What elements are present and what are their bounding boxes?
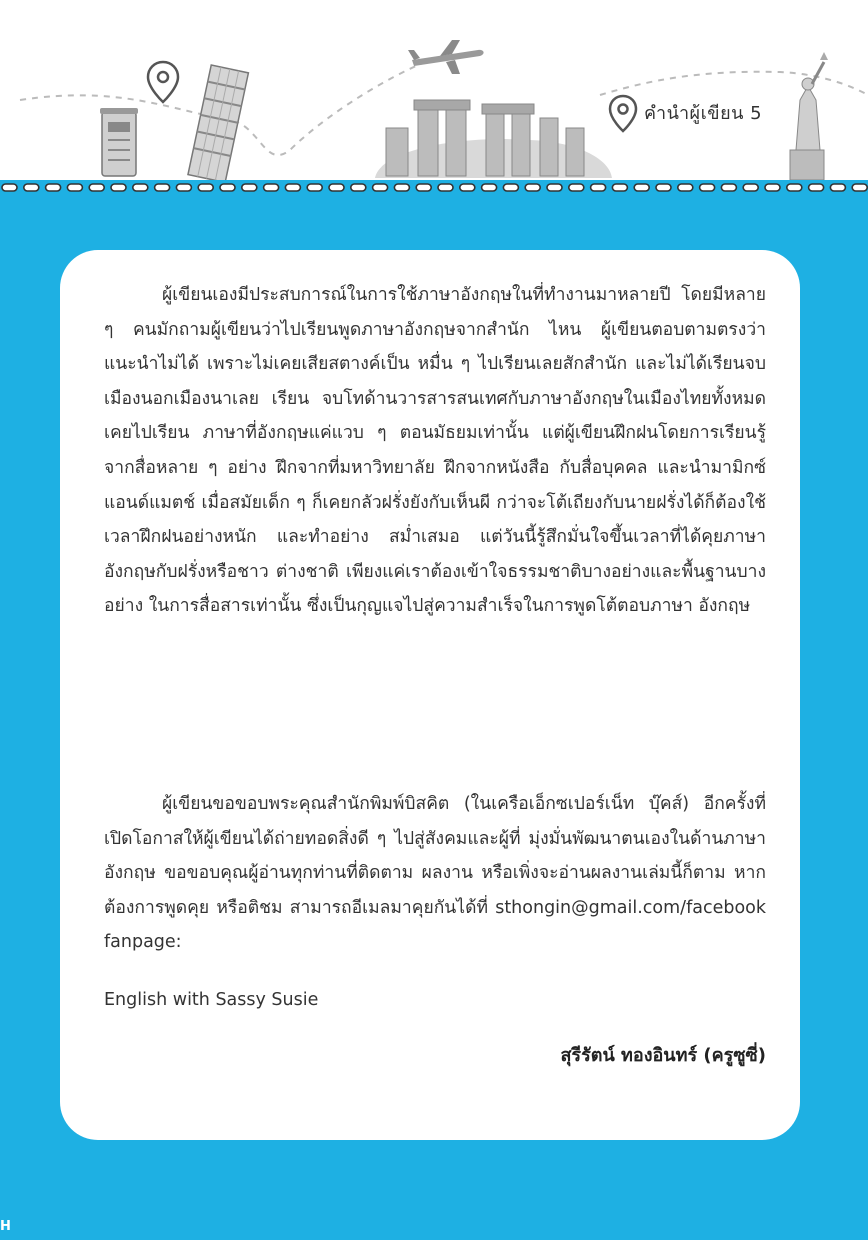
airplane-icon bbox=[408, 40, 484, 74]
stitch-dash bbox=[176, 184, 191, 191]
stitch-dash bbox=[329, 184, 344, 191]
dashed-border bbox=[0, 181, 868, 195]
stitch-dash bbox=[612, 184, 627, 191]
stitch-dash bbox=[569, 184, 584, 191]
stitch-dash bbox=[351, 184, 366, 191]
stitch-dash bbox=[373, 184, 388, 191]
map-pin-icon bbox=[610, 96, 636, 131]
body-paragraph-1: ผู้เขียนเองมีประสบการณ์ในการใช้ภาษาอังกฤษในที่ทำงานมาหลายปี โดยมีหลาย ๆ คนมักถามผู้เขียนว่าไปเรียนพูดภาษาอังกฤษจากสำนัก ไหน ผู้เขียนตอบตามตรงว่าแนะนำไม่ได้ เพราะไม่เคยเสียสตางค์เป็น หมื่น ๆ ไปเรียนเลยสักสำนัก และไม่ได้เรียนจบเมืองนอกเมืองนาเลย เรียน จบโทด้านวารสารสนเทศกับภาษาอังกฤษในเมืองไทยทั้งหมด เคยไปเรียน ภาษาที่อังกฤษแค่แวบ ๆ ตอนมัธยมเท่านั้น แต่ผู้เขียนฝึกฝนโดยการเรียนรู้ จากสื่อหลาย ๆ อย่าง ฝึกจากที่มหาวิทยาลัย ฝึกจากหนังสือ กับสื่อบุคคล และนำมามิกซ์แอนด์แมตช์ เมื่อสมัยเด็ก ๆ ก็เคยกลัวฝรั่งยังกับเห็นผี กว่าจะโต้เถียงกับนายฝรั่งได้ก็ต้องใช้เวลาฝึกฝนอย่างหนัก และทำอย่าง สม่ำเสมอ แต่วันนี้รู้สึกมั่นใจขึ้นเวลาที่ได้คุยภาษาอังกฤษกับฝรั่งหรือชาว ต่างชาติ เพียงแค่เราต้องเข้าใจธรรมชาติบางอย่างและพื้นฐานบางอย่าง ในการสื่อสารเท่านั้น ซึ่งเป็นกุญแจไปสู่ความสำเร็จในการพูดโต้ตอบภาษา อังกฤษ bbox=[104, 285, 766, 617]
stitch-dash bbox=[264, 184, 279, 191]
stitch-dash bbox=[24, 184, 39, 191]
stitch-dash bbox=[2, 184, 17, 191]
stitch-dash bbox=[394, 184, 409, 191]
stitch-dash bbox=[111, 184, 126, 191]
stitch-dash bbox=[525, 184, 540, 191]
stitch-dash bbox=[721, 184, 736, 191]
stitch-dash bbox=[46, 184, 61, 191]
stitch-dash bbox=[634, 184, 649, 191]
stitch-dash bbox=[307, 184, 322, 191]
stitch-dash bbox=[591, 184, 606, 191]
stitch-dash bbox=[285, 184, 300, 191]
page-header bbox=[0, 0, 868, 190]
stitch-dash bbox=[67, 184, 82, 191]
author-signature: สุรีรัตน์ ทองอินทร์ (ครูซูซี่) bbox=[560, 1045, 766, 1066]
stitch-dash bbox=[198, 184, 213, 191]
stitch-dash bbox=[482, 184, 497, 191]
stitch-dash bbox=[242, 184, 257, 191]
stitch-dash bbox=[460, 184, 475, 191]
stitch-dash bbox=[678, 184, 693, 191]
stonehenge-icon bbox=[375, 100, 612, 178]
stitch-dash bbox=[700, 184, 715, 191]
map-pin-icon bbox=[148, 62, 178, 102]
travel-landmarks-illustration bbox=[0, 0, 868, 190]
stitch-dash bbox=[89, 184, 104, 191]
stitch-dash bbox=[852, 184, 867, 191]
stitch-dash bbox=[743, 184, 758, 191]
stitch-dash bbox=[133, 184, 148, 191]
stitch-dash bbox=[765, 184, 780, 191]
stitch-dash bbox=[220, 184, 235, 191]
stitch-dash bbox=[438, 184, 453, 191]
stitch-dash bbox=[787, 184, 802, 191]
page-title: คำนำผู้เขียน 5 bbox=[644, 103, 763, 124]
stitch-dash bbox=[155, 184, 170, 191]
stitch-dash bbox=[416, 184, 431, 191]
corner-mark: H bbox=[0, 1219, 11, 1234]
leaning-tower-icon bbox=[188, 65, 248, 182]
body-paragraph-2-end: English with Sassy Susie bbox=[104, 990, 319, 1010]
phone-booth-icon bbox=[100, 108, 138, 176]
body-paragraph-2: ผู้เขียนขอขอบพระคุณสำนักพิมพ์บิสคิต (ในเครือเอ็กซเปอร์เน็ท บุ๊คส์) อีกครั้งที่เปิดโอกาสให้ผู้เขียนได้ถ่ายทอดสิ่งดี ๆ ไปสู่สังคมและผู้ที่ มุ่งมั่นพัฒนาตนเองในด้านภาษาอังกฤษ ขอขอบคุณผู้อ่านทุกท่านที่ติดตาม ผลงาน หรือเพิ่งจะอ่านผลงานเล่มนี้ก็ตาม หากต้องการพูดคุย หรือติชม สามารถอีเมลมาคุยกันได้ที่ sthongin@gmail.com/facebook fanpage: bbox=[104, 794, 766, 953]
statue-of-liberty-icon bbox=[790, 52, 828, 180]
stitch-dash bbox=[503, 184, 518, 191]
stitch-dash bbox=[809, 184, 824, 191]
stitch-dash bbox=[656, 184, 671, 191]
stitch-dash bbox=[547, 184, 562, 191]
stitch-dash bbox=[830, 184, 845, 191]
